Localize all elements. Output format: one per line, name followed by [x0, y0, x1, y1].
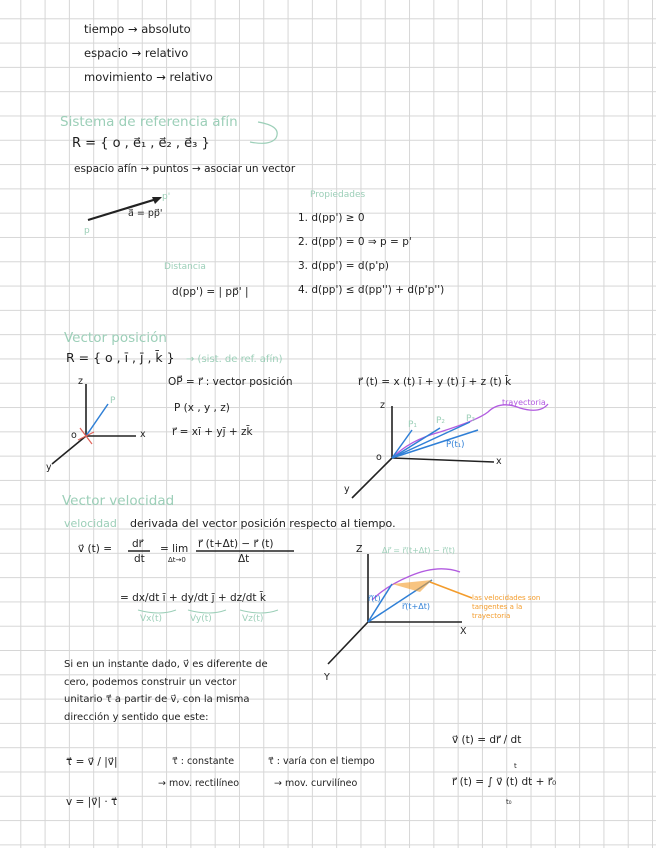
vel-rt-label: r⃗(t): [368, 594, 381, 603]
propiedad-1: 1. d(pp') ≥ 0: [298, 212, 365, 224]
small-axis-x: x: [140, 429, 146, 440]
intro-line-3: movimiento → relativo: [84, 70, 213, 84]
p-coords: P (x , y , z): [174, 402, 230, 414]
component-braces: [138, 610, 278, 613]
section-title-velocidad: Vector velocidad: [62, 493, 175, 509]
mov-rectilineo: → mov. rectilíneo: [158, 778, 240, 789]
vx-label: Vx(t): [140, 614, 163, 624]
small-axis-y: y: [46, 462, 52, 473]
vel-diagram-top: Δr⃗ = r⃗(t+Δt) − r⃗(t): [382, 546, 455, 555]
op-definition: OP⃗ = r⃗ : vector posición: [168, 376, 293, 388]
small-point-P: P: [110, 396, 116, 406]
v-magnitude: v = |v⃗| · τ⃗: [66, 796, 118, 808]
tau-definition: τ⃗ = v⃗ / |v⃗|: [66, 756, 118, 768]
v-lim-sub: Δt→0: [168, 556, 186, 564]
large-axis-z: z: [380, 400, 385, 411]
vel-axis-x: X: [460, 626, 467, 637]
propiedad-3: 3. d(pp') = d(p'p): [298, 260, 389, 272]
v-frac-den: Δt: [238, 553, 250, 565]
v-frac-num: r⃗ (t+Δt) − r⃗ (t): [198, 538, 274, 550]
propiedad-2: 2. d(pp') = 0 ⇒ p = p': [298, 236, 412, 248]
small-axis-z: z: [78, 376, 83, 387]
point-P3: P₃: [466, 414, 476, 424]
vel-axis-y: Y: [324, 672, 330, 683]
posicion-R-note: → (sist. de ref. afín): [186, 354, 283, 365]
distancia-formula: d(pp') = | pp⃗' |: [172, 286, 249, 298]
velocidad-def-label: velocidad: [64, 517, 117, 530]
v-dr: dr⃗: [132, 538, 143, 550]
v-components: = dx/dt ī + dy/dt j̄ + dz/dt k̄: [120, 592, 266, 604]
propiedades-label: Propiedades: [310, 190, 366, 200]
int-upper: t: [514, 762, 517, 770]
tau-varia: τ⃗ : varía con el tiempo: [268, 756, 375, 767]
point-Pt: P(t₁): [446, 440, 465, 450]
distancia-label: Distancia: [164, 262, 206, 272]
section-title-posicion: Vector posición: [64, 330, 167, 346]
velocidad-def-text: derivada del vector posición respecto al tiempo.: [130, 517, 396, 530]
posicion-R: R = { o , ī , j̄ , k̄ }: [66, 350, 175, 365]
large-origin: o: [376, 452, 382, 463]
r-integral: r⃗ (t) = ∫ v⃗ (t) dt + r⃗₀: [452, 776, 557, 788]
vel-y-axis: [328, 622, 368, 664]
tau-constante: τ⃗ : constante: [172, 756, 235, 767]
r-sum: r⃗ = xī + yj̄ + zk̄: [172, 426, 253, 438]
espacio-afin-line: espacio afín → puntos → asociar un vector: [74, 163, 296, 175]
point-P2: P₂: [436, 416, 446, 426]
int-lower: t₀: [506, 798, 512, 806]
section-title-sistema: Sistema de referencia afín: [60, 114, 238, 130]
intro-line-1: tiempo → absoluto: [84, 22, 191, 36]
unitario-paragraph: Si en un instante dado, v⃗ es diferente de cero, podemos construir un vector unitario τ⃗ a partir de v⃗, con la misma dirección y sentido que este:: [64, 659, 268, 723]
trayectoria-label: trayectoria: [502, 398, 546, 407]
v-dt: dt: [134, 553, 145, 565]
mov-curvilineo: → mov. curvilíneo: [274, 778, 358, 789]
v-dr-dt: v⃗ (t) = dr⃗ / dt: [452, 734, 522, 746]
sistema-R: R = { o , e⃗₁ , e⃗₂ , e⃗₃ }: [72, 136, 210, 151]
vel-rt: [368, 584, 392, 622]
small-origin: o: [71, 430, 77, 441]
r-of-t: r⃗ (t) = x (t) ī + y (t) j̄ + z (t) k̄: [358, 376, 512, 388]
point-p-prime: p': [162, 192, 171, 202]
point-p: p: [84, 226, 90, 236]
vel-rtdt-label: r⃗(t+Δt): [402, 602, 430, 611]
vy-label: Vy(t): [190, 614, 212, 624]
velocity-tangent: [430, 582, 472, 598]
vel-axes: [328, 554, 462, 664]
v-lim: = lim: [160, 543, 189, 555]
propiedad-4: 4. d(pp') ≤ d(pp'') + d(p'p''): [298, 284, 445, 296]
point-P1: P₁: [408, 420, 418, 430]
vel-axis-z: Z: [356, 544, 363, 555]
vz-label: Vz(t): [242, 614, 264, 624]
vel-note: las velocidades son tangentes a la trayectoria: [472, 594, 541, 620]
intro-line-2: espacio → relativo: [84, 46, 189, 60]
v-lhs: v⃗ (t) =: [78, 543, 112, 555]
large-axis-x: x: [496, 456, 502, 467]
vector-a-label: a⃗ = pp⃗': [128, 208, 163, 219]
large-axis-y: y: [344, 484, 350, 495]
